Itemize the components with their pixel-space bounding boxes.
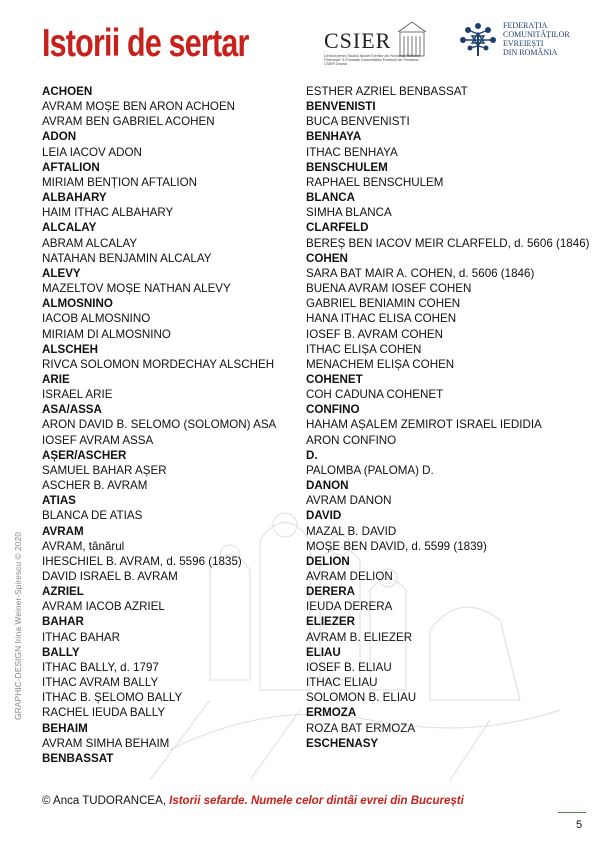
person-name: ARON CONFINO — [306, 433, 397, 447]
surname-heading: BLANCA — [306, 191, 355, 205]
citation-author: © Anca TUDORANCEA, — [42, 795, 170, 807]
surname-heading: BAHAR — [42, 615, 84, 629]
federation-line: EVREIEȘTI — [503, 39, 544, 48]
surname-heading: CONFINO — [306, 403, 360, 417]
person-name: COH CADUNA COHENET — [306, 388, 444, 402]
surname-heading: ELIAU — [306, 645, 341, 659]
person-name: NATAHAN BENJAMIN ALCALAY — [42, 251, 212, 265]
person-name: IHESCHIEL B. AVRAM, d. 5596 (1835) — [42, 554, 242, 568]
surname-heading: ACHOEN — [42, 85, 93, 98]
surname-heading: DANON — [306, 479, 349, 493]
surname-heading: ESCHENASY — [306, 736, 379, 750]
surname-heading: BENHAYA — [306, 130, 362, 144]
surname-heading: COHENET — [306, 372, 363, 386]
citation-book-title: Istorii sefarde. Numele celor dintâi evrei din București — [169, 795, 464, 807]
person-name: AVRAM, tânărul — [42, 539, 125, 553]
person-name: IOSEF B. AVRAM COHEN — [306, 327, 444, 341]
surname-heading: ALSCHEH — [42, 342, 99, 356]
surname-heading: ADON — [42, 130, 77, 144]
source-citation — [42, 795, 464, 807]
federation-line: COMUNITĂȚILOR — [503, 30, 570, 39]
surname-heading: D. — [306, 448, 318, 462]
person-name: BUENA AVRAM IOSEF COHEN — [306, 282, 472, 296]
person-name: SOLOMON B. ELIAU — [306, 691, 417, 705]
surname-heading: ALEVY — [42, 266, 81, 280]
surname-heading: ATIAS — [42, 494, 76, 508]
surname-heading: BENSCHULEM — [306, 160, 388, 174]
surname-heading: ASA/ASSA — [42, 403, 102, 417]
design-credit: GRAPHIC-DESIGN Irina Weiner-Spirescu © 2020 — [13, 532, 23, 720]
person-name: DAVID ISRAEL B. AVRAM — [42, 570, 178, 583]
person-name: AVRAM DANON — [306, 494, 392, 508]
person-name: HAHAM AȘALEM ZEMIROT ISRAEL IEDIDIA — [306, 418, 542, 432]
person-name: AVRAM B. ELIEZER — [306, 630, 413, 644]
surname-heading: DERERA — [306, 585, 355, 599]
surname-heading: ARIE — [42, 372, 70, 386]
surname-heading: CLARFELD — [306, 221, 369, 235]
person-name: IACOB ALMOSNINO — [42, 312, 151, 326]
surname-heading: BEHAIM — [42, 721, 88, 735]
person-name: ITHAC BAHAR — [42, 630, 120, 644]
surname-heading: BENVENISTI — [306, 100, 376, 114]
surname-heading: BALLY — [42, 645, 80, 659]
person-name: ASCHER B. AVRAM — [42, 479, 148, 493]
person-name: HAIM ITHAC ALBAHARY — [42, 206, 174, 220]
csier-logo-subtitle: Centrul pentru Studiul Istoriei Evreilor din România "Wilhelm Filderman" & Fundația Comunităților Evreiești din România - CSIER Drama — [324, 54, 420, 67]
person-name: SIMHA BLANCA — [306, 206, 392, 220]
person-name: MIRIAM DI ALMOSNINO — [42, 327, 171, 341]
person-name: IEUDA DERERA — [306, 600, 393, 614]
names-column-right — [306, 84, 596, 751]
surname-heading: ALCALAY — [42, 221, 97, 235]
surname-heading: COHEN — [306, 251, 348, 265]
person-name: GABRIEL BENIAMIN COHEN — [306, 297, 461, 311]
surname-heading: AȘER/ASCHER — [42, 448, 127, 462]
surname-heading: ELIEZER — [306, 615, 355, 629]
person-name: ESTHER AZRIEL BENBASSAT — [306, 85, 468, 98]
person-name: BLANCA DE ATIAS — [42, 509, 143, 523]
person-name: AVRAM DELION — [306, 570, 393, 583]
person-name: RACHEL IEUDA BALLY — [42, 706, 166, 720]
page-number: 5 — [576, 819, 583, 831]
person-name: IOSEF AVRAM ASSA — [42, 433, 154, 447]
csier-logo-text: CSIER — [324, 28, 392, 53]
surname-heading: DAVID — [306, 509, 342, 523]
person-name: MIRIAM BENȚION AFTALION — [42, 175, 198, 189]
person-name: MAZAL B. DAVID — [306, 524, 397, 538]
person-name: SARA BAT MAIR A. COHEN, d. 5606 (1846) — [306, 266, 535, 280]
person-name: BEREȘ BEN IACOV MEIR CLARFELD, d. 5606 (1846) — [306, 236, 590, 250]
person-name: SAMUEL BAHAR AȘER — [42, 463, 167, 477]
surname-heading: DELION — [306, 554, 350, 568]
person-name: ITHAC ELIȘA COHEN — [306, 342, 422, 356]
person-name: RAPHAEL BENSCHULEM — [306, 175, 444, 189]
person-name: MAZELTOV MOȘE NATHAN ALEVY — [42, 282, 231, 296]
person-name: ITHAC BALLY, d. 1797 — [42, 660, 159, 674]
person-name: AVRAM BEN GABRIEL ACOHEN — [42, 115, 215, 129]
page-number-rule — [558, 812, 586, 813]
person-name: ABRAM ALCALAY — [42, 236, 138, 250]
person-name: ITHAC B. ȘELOMO BALLY — [42, 691, 183, 705]
person-name: BUCA BENVENISTI — [306, 115, 410, 129]
person-name: HANA ITHAC ELISA COHEN — [306, 312, 457, 326]
names-column-left — [42, 84, 302, 766]
person-name: AVRAM SIMHA BEHAIM — [42, 736, 170, 750]
surname-heading: AZRIEL — [42, 585, 84, 599]
person-name: LEIA IACOV ADON — [42, 145, 142, 159]
person-name: MENACHEM ELIȘA COHEN — [306, 357, 455, 371]
person-name: AVRAM MOȘE BEN ARON ACHOEN — [42, 100, 236, 114]
surname-heading: BENBASSAT — [42, 751, 114, 765]
person-name: ISRAEL ARIE — [42, 388, 113, 402]
person-name: ARON DAVID B. SELOMO (SOLOMON) ASA — [42, 418, 277, 432]
surname-heading: AVRAM — [42, 524, 84, 538]
surname-heading: ERMOZA — [306, 706, 357, 720]
person-name: ITHAC BENHAYA — [306, 145, 398, 159]
person-name: ITHAC ELIAU — [306, 676, 378, 690]
person-name: ROZA BAT ERMOZA — [306, 721, 416, 735]
surname-heading: ALBAHARY — [42, 191, 107, 205]
page-title: Istorii de sertar — [42, 22, 249, 65]
person-name: PALOMBA (PALOMA) D. — [306, 463, 434, 477]
person-name: ITHAC AVRAM BALLY — [42, 676, 159, 690]
person-name: AVRAM IACOB AZRIEL — [42, 600, 165, 614]
person-name: IOSEF B. ELIAU — [306, 660, 392, 674]
federation-line: FEDERAȚIA — [503, 21, 548, 30]
surname-heading: ALMOSNINO — [42, 297, 113, 311]
person-name: MOȘE BEN DAVID, d. 5599 (1839) — [306, 539, 487, 553]
federation-name — [503, 21, 570, 57]
federation-tree-logo — [458, 20, 498, 58]
person-name: RIVCA SOLOMON MORDECHAY ALSCHEH — [42, 357, 275, 371]
surname-heading: AFTALION — [42, 160, 100, 174]
federation-line: DIN ROMÂNIA — [503, 48, 558, 57]
